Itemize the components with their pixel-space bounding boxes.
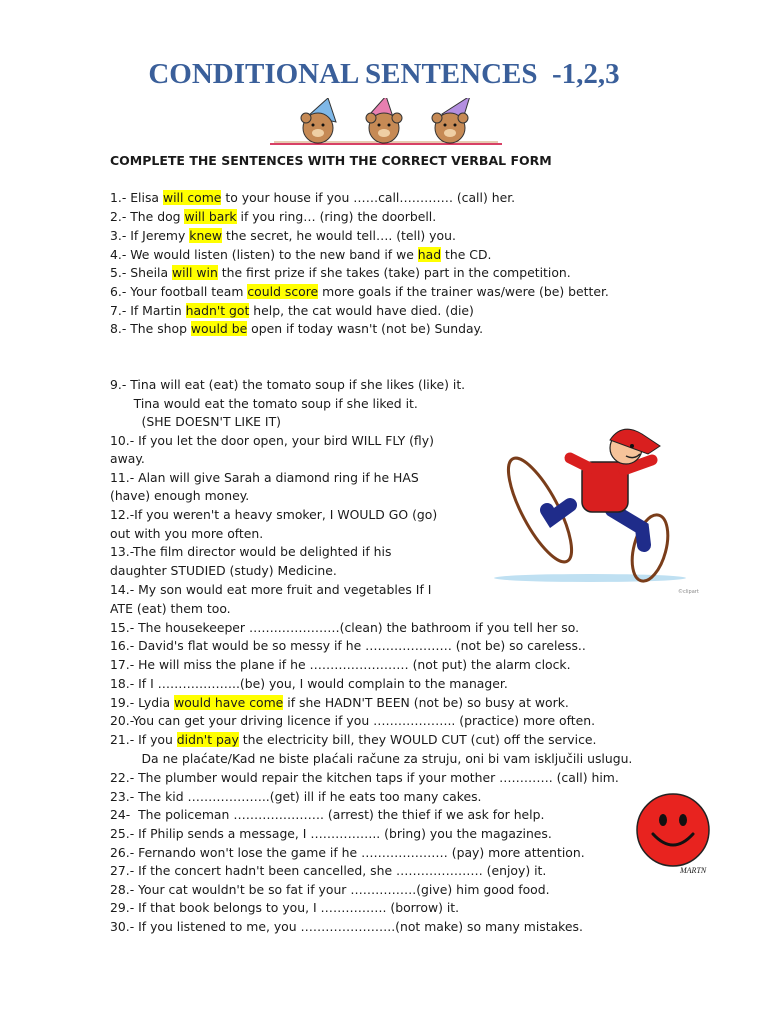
exercise-line <box>110 376 465 394</box>
highlighted-answer: will bark <box>184 209 237 224</box>
sentence-text: (SHE DOESN'T LIKE IT) <box>110 414 281 429</box>
page-title: CONDITIONAL SENTENCES -1,2,3 <box>148 58 620 90</box>
sentence-text: 30.- If you listened to me, you …………………..(not make) so many mistakes. <box>110 919 583 934</box>
exercise-line <box>110 395 418 413</box>
sentence-text: 26.- Fernando won't lose the game if he ………………… (pay) more attention. <box>110 845 585 860</box>
exercise-line <box>110 302 474 320</box>
sentence-text: out with you more often. <box>110 526 264 541</box>
illustration-credit: ©clipart <box>678 589 699 595</box>
sentence-text: to your house if you ……call…………. (call) her. <box>221 190 516 205</box>
sentence-text: ATE (eat) them too. <box>110 601 231 616</box>
highlighted-answer: had <box>417 247 442 262</box>
highlighted-answer: hadn't got <box>185 303 250 318</box>
sentence-text: 7.- If Martin <box>110 303 186 318</box>
sentence-text: daughter STUDIED (study) Medicine. <box>110 563 337 578</box>
exercise-line <box>110 525 263 543</box>
exercise-line <box>110 487 249 505</box>
exercise-line <box>110 881 550 899</box>
exercise-line <box>110 320 483 338</box>
sentence-text: 28.- Your cat wouldn't be so fat if your …………….(give) him good food. <box>110 882 550 897</box>
exercise-line <box>110 246 491 264</box>
exercise-line <box>110 543 391 561</box>
highlighted-answer: will come <box>162 190 222 205</box>
artist-signature: MARTN <box>680 866 707 875</box>
highlighted-answer: didn't pay <box>176 732 239 747</box>
sentence-text: the electricity bill, they WOULD CUT (cut) off the service. <box>238 732 597 747</box>
exercise-line <box>110 862 546 880</box>
sentence-text: the secret, he would tell…. (tell) you. <box>222 228 456 243</box>
exercise-line <box>110 656 571 674</box>
sentence-text: 15.- The housekeeper …….……………(clean) the bathroom if you tell her so. <box>110 620 580 635</box>
exercise-line <box>110 712 595 730</box>
sentence-text: 14.- My son would eat more fruit and vegetables If I <box>110 582 432 597</box>
exercise-line <box>110 189 515 207</box>
sentence-text: 10.- If you let the door open, your bird WILL FLY (fly) <box>110 433 434 448</box>
exercise-line <box>110 806 544 824</box>
exercise-line <box>110 769 619 787</box>
exercise-line <box>110 469 419 487</box>
sentence-text: Da ne plaćate/Kad ne biste plaćali račune za struju, oni bi vam isključili uslugu. <box>110 751 633 766</box>
sentence-text: more goals if the trainer was/were (be) better. <box>318 284 609 299</box>
sentence-text: 2.- The dog <box>110 209 185 224</box>
snowshoe-walker-illustration <box>492 400 722 600</box>
exercise-line <box>110 432 434 450</box>
sentence-text: the CD. <box>441 247 492 262</box>
exercise-line <box>110 581 431 599</box>
exercise-line <box>110 208 436 226</box>
sentence-text: 11.- Alan will give Sarah a diamond ring if he HAS <box>110 470 419 485</box>
instructions-heading: COMPLETE THE SENTENCES WITH THE CORRECT VERBAL FORM <box>110 153 552 168</box>
sentence-text: 22.- The plumber would repair the kitchen taps if your mother …………. (call) him. <box>110 770 619 785</box>
highlighted-answer: would be <box>190 321 248 336</box>
sentence-text: 1.- Elisa <box>110 190 163 205</box>
sentence-text: 3.- If Jeremy <box>110 228 190 243</box>
exercise-line <box>110 825 552 843</box>
highlighted-answer: could score <box>247 284 319 299</box>
exercise-line <box>110 506 437 524</box>
exercise-line <box>110 899 459 917</box>
exercise-line <box>110 227 456 245</box>
sentence-text: 25.- If Philip sends a message, I …………….. (bring) you the magazines. <box>110 826 552 841</box>
sentence-text: away. <box>110 451 145 466</box>
sentence-text: if she HADN'T BEEN (not be) so busy at work. <box>283 695 569 710</box>
highlighted-answer: would have come <box>174 695 284 710</box>
sentence-text: Tina would eat the tomato soup if she liked it. <box>110 396 418 411</box>
exercise-line <box>110 450 145 468</box>
exercise-line <box>110 750 632 768</box>
sentence-text: help, the cat would have died. (die) <box>249 303 474 318</box>
sentence-text: 5.- Sheila <box>110 265 172 280</box>
sentence-text: 19.- Lydia <box>110 695 175 710</box>
highlighted-answer: will win <box>172 265 218 280</box>
sentence-text: 9.- Tina will eat (eat) the tomato soup if she likes (like) it. <box>110 377 466 392</box>
sentence-text: 17.- He will miss the plane if he …………………… (not put) the alarm clock. <box>110 657 571 672</box>
exercise-line <box>110 264 571 282</box>
exercise-line <box>110 918 583 936</box>
exercise-line <box>110 283 609 301</box>
sentence-text: the first prize if she takes (take) part in the competition. <box>217 265 571 280</box>
smiley-face-icon <box>627 790 717 870</box>
sentence-text: 27.- If the concert hadn't been cancelled, she ………………… (enjoy) it. <box>110 863 547 878</box>
sentence-text: 13.-The film director would be delighted if his <box>110 544 392 559</box>
sentence-text: 20.-You can get your driving licence if you ……………….. (practice) more often. <box>110 713 596 728</box>
exercise-line <box>110 600 231 618</box>
sentence-text: 29.- If that book belongs to you, I ……………. (borrow) it. <box>110 900 460 915</box>
highlighted-answer: knew <box>189 228 223 243</box>
exercise-line <box>110 694 569 712</box>
sentence-text: 12.-If you weren't a heavy smoker, I WOULD GO (go) <box>110 507 438 522</box>
sentence-text: 6.- Your football team <box>110 284 248 299</box>
sentence-text: 18.- If I ………………..(be) you, I would complain to the manager. <box>110 676 508 691</box>
sentence-text: 4.- We would listen (listen) to the new band if we <box>110 247 418 262</box>
sentence-text: 23.- The kid ………………..(get) ill if he eats too many cakes. <box>110 789 482 804</box>
sentence-text: if you ring… (ring) the doorbell. <box>236 209 437 224</box>
exercise-line <box>110 788 482 806</box>
exercise-line <box>110 413 281 431</box>
exercise-line <box>110 844 585 862</box>
exercise-line <box>110 675 508 693</box>
exercise-line <box>110 731 596 749</box>
exercise-line <box>110 562 337 580</box>
sentence-text: 8.- The shop <box>110 321 191 336</box>
sentence-text: open if today wasn't (not be) Sunday. <box>247 321 484 336</box>
bears-illustration <box>270 98 502 148</box>
sentence-text: 16.- David's flat would be so messy if he ………………… (not be) so careless.. <box>110 638 586 653</box>
exercise-line <box>110 637 586 655</box>
sentence-text: 21.- If you <box>110 732 177 747</box>
exercise-line <box>110 619 579 637</box>
sentence-text: (have) enough money. <box>110 488 250 503</box>
sentence-text: 24- The policeman …………………. (arrest) the thief if we ask for help. <box>110 807 545 822</box>
